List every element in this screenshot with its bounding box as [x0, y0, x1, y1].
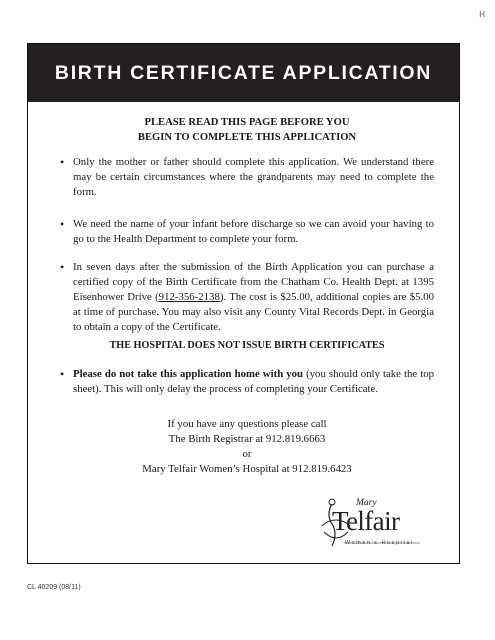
bullet-certified-copy-text-2: ). The cost is $25.00, additional copies are $5.00 at time of purchase. You may also visit any County Vital Records Dept. in Georgia to obtain a copy of the Certificate. [73, 291, 435, 333]
mary-telfair-logo [318, 496, 422, 556]
read-notice-line-2: BEGIN TO COMPLETE THIS APPLICATION [137, 131, 357, 143]
bullet-do-not-take-home-bold: Please do not take this application home with you [73, 368, 304, 380]
logo-subtitle: Women’s Hospital [345, 540, 414, 546]
contact-line-1: If you have any questions please call [167, 418, 327, 430]
title-bar [28, 44, 459, 102]
corner-mark: H [479, 10, 485, 19]
contact-line-3: or [242, 448, 252, 460]
page-title: BIRTH CERTIFICATE APPLICATION [54, 61, 433, 84]
application-frame [27, 43, 460, 564]
no-certificates-notice: THE HOSPITAL DOES NOT ISSUE BIRTH CERTIFICATES [109, 340, 385, 351]
bullet-infant-name: • We need the name of your infant before discharge so we can avoid your having to go to the Health Department to complete your form. [60, 217, 434, 247]
contact-line-2: The Birth Registrar at 912.819.6663 [168, 433, 326, 445]
instructions-content [28, 102, 459, 477]
bullet-certified-copy-text-1: In seven days after the submission of the Birth Application you can purchase a certified copy of the Birth Certificate from the Chatham Co. Health Dept. at 1395 Eisenhower Drive ( [73, 261, 434, 303]
logo-mary-text: Mary [356, 498, 377, 508]
bullet-do-not-take-home-rest: (you should only take the top sheet). This will only delay the process of completing your Certificate. [73, 368, 434, 395]
read-notice [60, 116, 434, 145]
bullet-certified-copy [60, 260, 434, 335]
logo-telfair-text: Telfair [332, 506, 400, 536]
bullet-who-completes: • Only the mother or father should complete this application. We understand there may be certain circumstances where the grandparents may need to complete the form. [60, 155, 434, 200]
contact-line-4: Mary Telfair Women’s Hospital at 912.819.6423 [142, 463, 352, 475]
read-notice-line-1: PLEASE READ THIS PAGE BEFORE YOU [144, 117, 350, 128]
health-dept-phone-link[interactable]: 912-356-2138 [158, 291, 220, 303]
contact-info [60, 417, 434, 477]
form-code: CL 40209 (08/11) [27, 584, 81, 591]
bullet-do-not-take-home [60, 367, 434, 397]
